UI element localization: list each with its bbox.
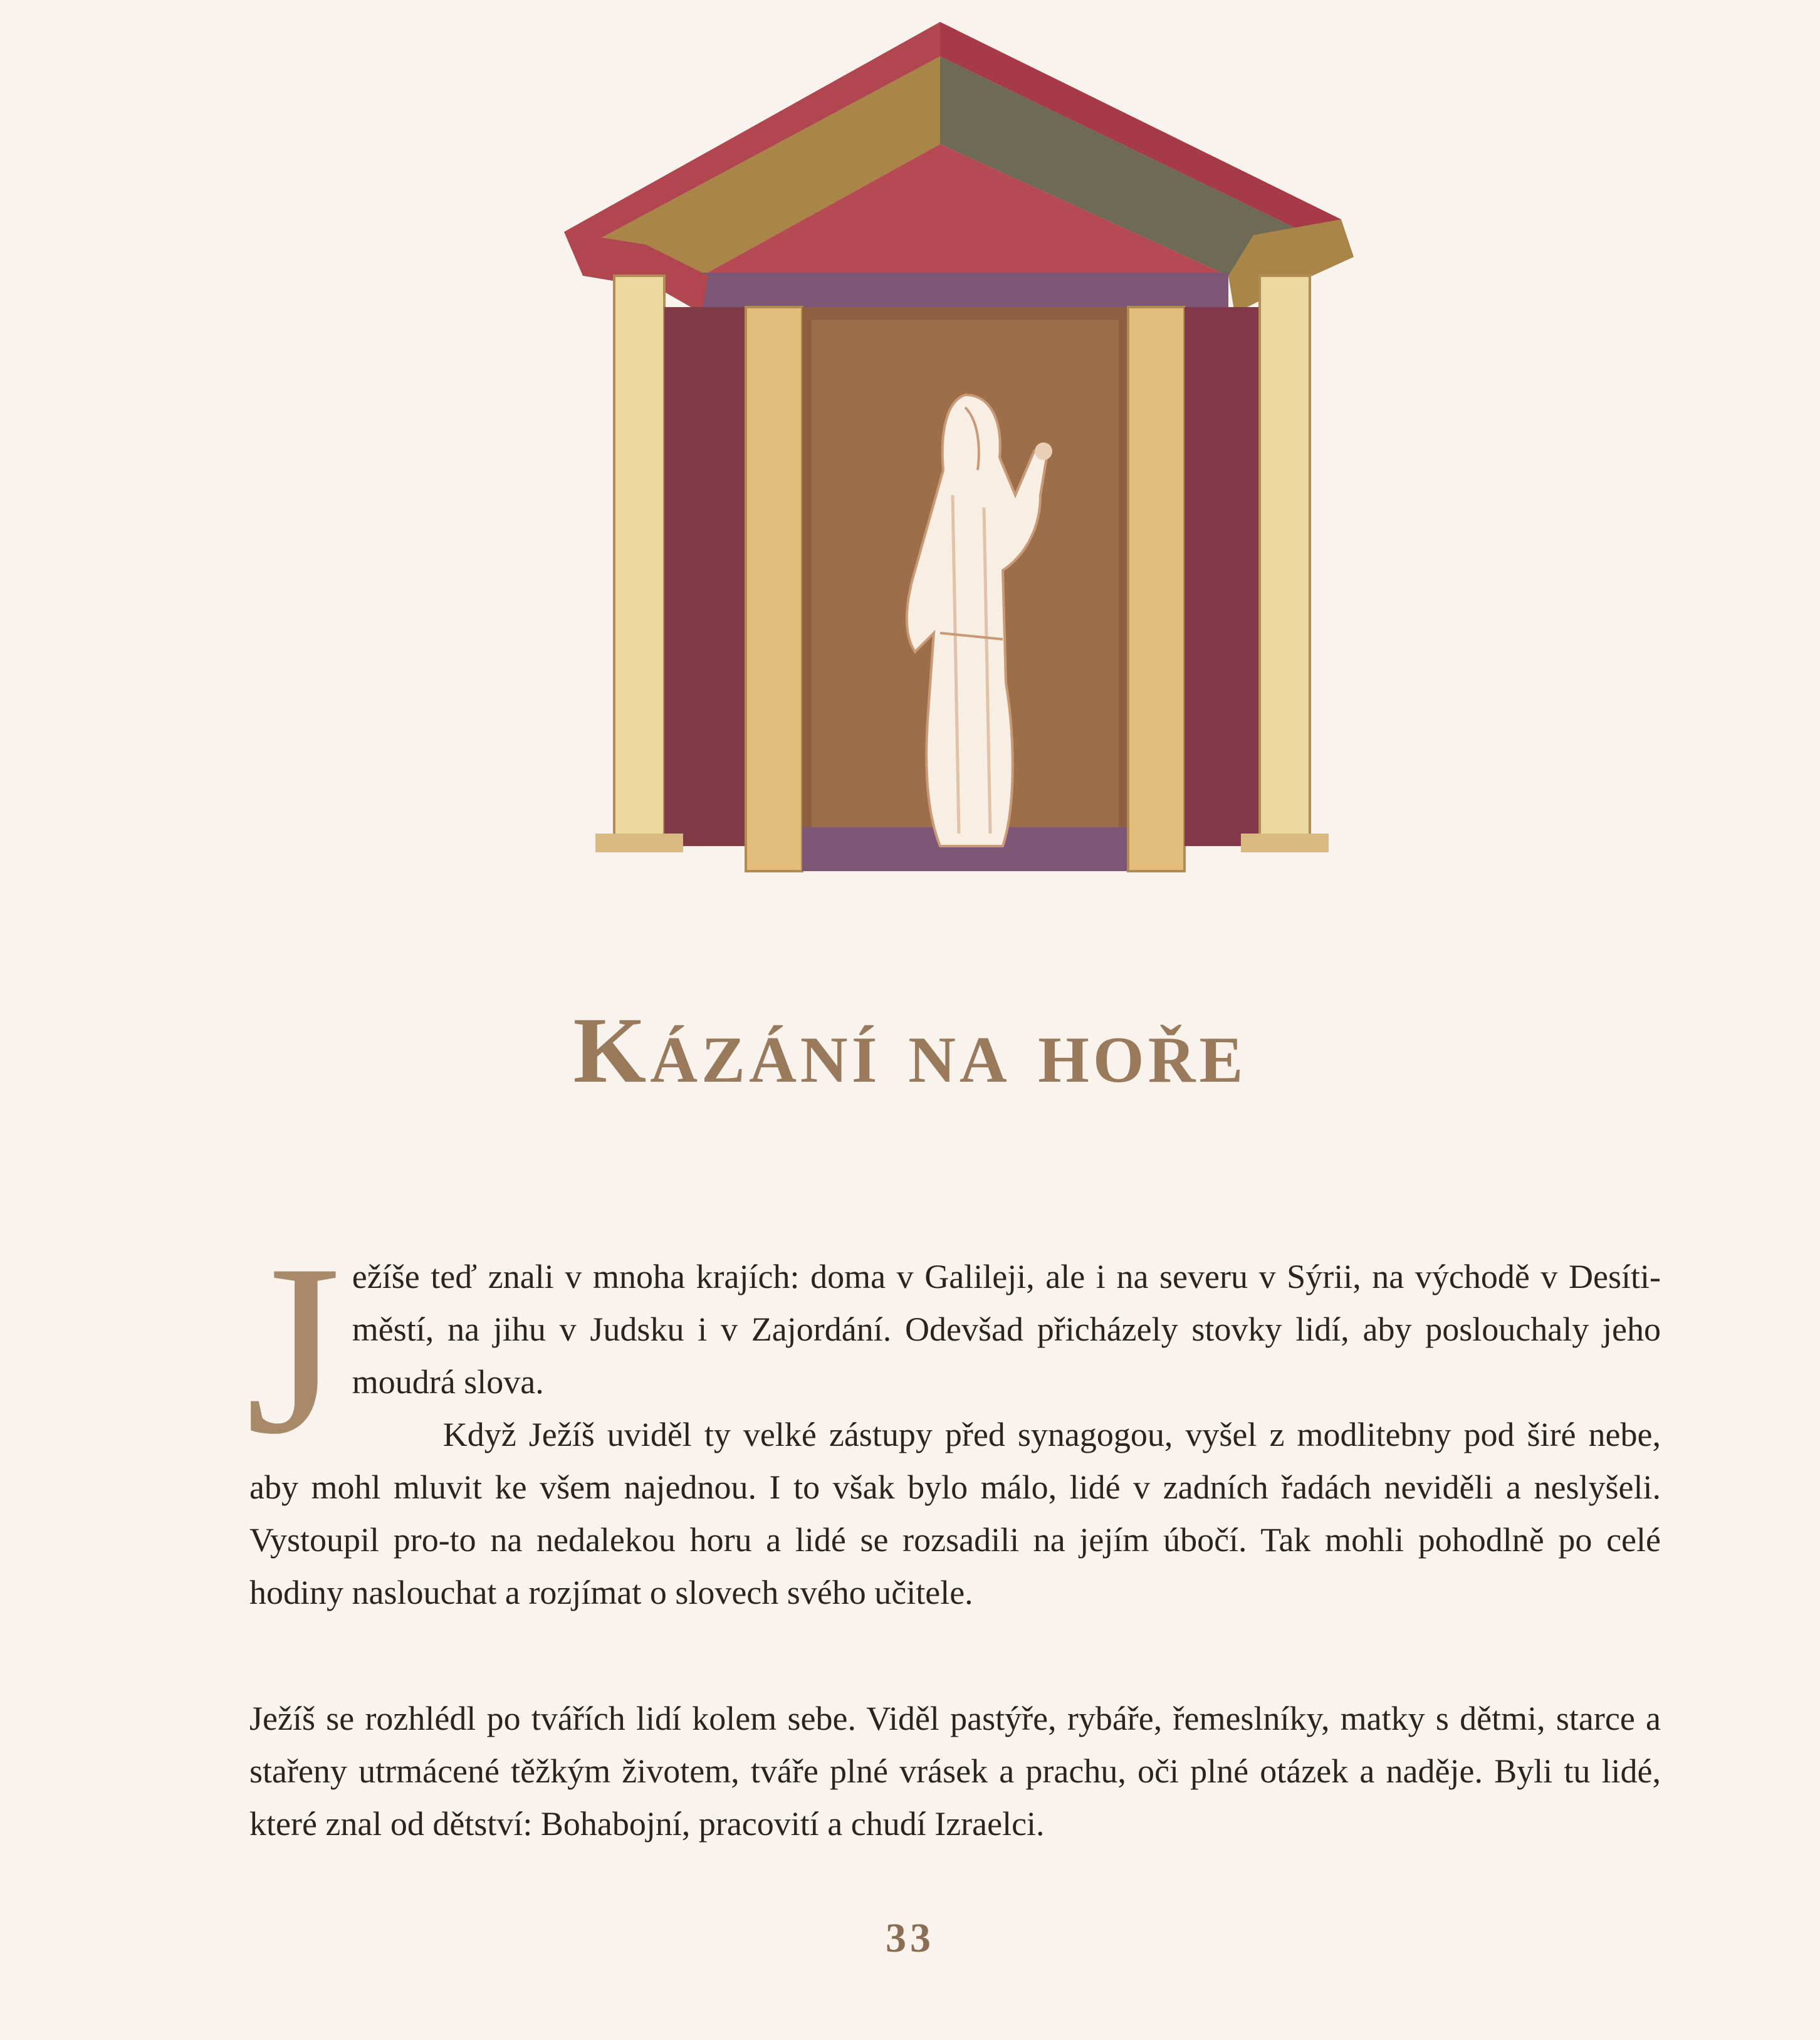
column-inner-left [746,307,802,871]
cornice-beam [702,273,1228,307]
wall-left [664,307,746,846]
page-title: Kázání na hoře [573,998,1247,1102]
paragraph-1: ežíše teď znali v mnoha krajích: doma v Galileji, ale i na severu v Sýrii, na východě v Desíti-městí, na jihu v Judsku i v Zajordání. Odevšad přicházely stovky lidí, aby poslouchaly jeho moudrá slova. [352,1258,1661,1401]
wall-right [1185,307,1260,846]
paragraph-3: Ježíš se rozhlédl po tvářích lidí kolem sebe. Viděl pastýře, rybáře, řemeslníky, matky s dětmi, starce a stařeny utrmácené těžkým životem, tváře plné vrásek a prachu, oči plné otázek a naděje. Byli tu lidé, které znal od dětství: Bohabojní, pracovití a chudí Izraelci. [249,1700,1661,1843]
body-text [246,1214,1661,1619]
column-base-right [1241,834,1329,852]
column-outer-left [614,276,664,840]
column-base-left [595,834,683,852]
temple-illustration [564,19,1391,896]
page-number: 33 [886,1915,934,1961]
column-inner-right [1128,307,1185,871]
column-outer-right [1260,276,1310,840]
drop-cap: J [246,1214,341,1485]
paragraph-2: Když Ježíš uviděl ty velké zástupy před synagogou, vyšel z modlitebny pod širé nebe, aby mohl mluvit ke všem najednou. I to však bylo málo, lidé v zadních řadách neviděli a neslyšeli. Vystoupil pro-to na nedalekou horu a lidé se rozsadili na jejím úbočí. Tak mohli pohodlně po celé hodiny naslouchat a rozjímat o slovech svého učitele. [249,1416,1661,1611]
